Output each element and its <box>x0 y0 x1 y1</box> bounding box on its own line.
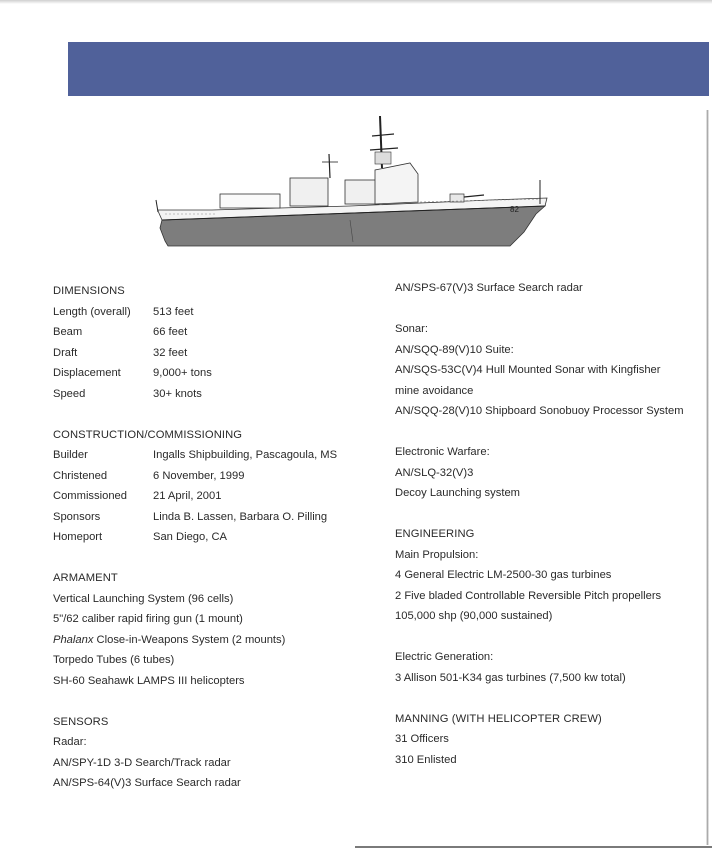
dimension-value: 32 feet <box>153 346 188 359</box>
header-banner <box>68 42 709 96</box>
dimensions-row <box>53 384 373 405</box>
sonar-item: AN/SQQ-28(V)10 Shipboard Sonobuoy Processor System <box>395 405 684 417</box>
radar-item: AN/SPS-64(V)3 Surface Search radar <box>53 777 241 789</box>
ship-hangar <box>220 194 280 208</box>
bottom-rule <box>355 846 712 848</box>
ship-aft-mast <box>329 154 330 178</box>
construction-label: Builder <box>53 449 88 461</box>
construction-value: San Diego, CA <box>153 531 228 543</box>
construction-label: Commissioned <box>53 490 127 502</box>
ship-bridge <box>375 163 418 204</box>
sonar-item: mine avoidance <box>395 384 474 397</box>
construction-value: 21 April, 2001 <box>153 490 222 502</box>
ew-item: AN/SLQ-32(V)3 <box>395 466 474 479</box>
right-column <box>395 278 705 770</box>
dimension-label: Draft <box>53 346 78 359</box>
construction-row <box>53 527 373 548</box>
armament-item: SH-60 Seahawk LAMPS III helicopters <box>53 674 245 687</box>
sensors-heading: SENSORS <box>53 715 109 728</box>
armament-item-phalanx <box>53 630 373 651</box>
dimension-value: 9,000+ tons <box>153 367 212 379</box>
construction-label: Homeport <box>53 531 103 543</box>
dimension-label: Speed <box>53 387 86 400</box>
dimensions-heading: DIMENSIONS <box>53 285 125 297</box>
propulsion-label: Main Propulsion: <box>395 548 479 561</box>
dimension-label: Beam <box>53 326 83 338</box>
construction-row <box>53 466 373 487</box>
dimensions-row <box>53 322 373 343</box>
manning-item: 31 Officers <box>395 733 449 745</box>
page-edge-shadow <box>706 110 709 845</box>
hull-number: 82 <box>510 205 519 214</box>
construction-row <box>53 445 373 466</box>
construction-row <box>53 507 373 528</box>
dimensions-row <box>53 363 373 384</box>
dimensions-row <box>53 343 373 364</box>
generation-label: Electric Generation: <box>395 651 494 663</box>
sonar-item: AN/SQQ-89(V)10 Suite: <box>395 343 514 356</box>
construction-heading: CONSTRUCTION/COMMISSIONING <box>53 428 243 441</box>
construction-label: Christened <box>53 469 108 482</box>
dimension-label: Displacement <box>53 367 121 379</box>
construction-value: 6 November, 1999 <box>153 469 245 482</box>
armament-item: 5"/62 caliber rapid firing gun (1 mount) <box>53 613 243 625</box>
manning-heading: MANNING (WITH HELICOPTER CREW) <box>395 712 602 725</box>
ship-forward-stack <box>345 180 379 204</box>
phalanx-label: Phalanx <box>53 633 94 646</box>
sonar-label: Sonar: <box>395 323 428 335</box>
propulsion-item: 2 Five bladed Controllable Reversible Pitch propellers <box>395 589 662 602</box>
engineering-heading: ENGINEERING <box>395 528 475 540</box>
armament-item: Vertical Launching System (96 cells) <box>53 592 234 605</box>
destroyer-illustration <box>150 108 550 253</box>
construction-row <box>53 486 373 507</box>
dimension-value: 513 feet <box>153 305 194 318</box>
left-column <box>53 281 373 794</box>
top-rule <box>0 0 712 4</box>
dimension-value: 30+ knots <box>153 387 202 400</box>
propulsion-item: 105,000 shp (90,000 sustained) <box>395 610 553 622</box>
construction-label: Sponsors <box>53 510 101 523</box>
ew-label: Electronic Warfare: <box>395 446 490 458</box>
ship-aft-stack <box>290 178 328 206</box>
radar-item: AN/SPS-67(V)3 Surface Search radar <box>395 282 583 294</box>
armament-item: Torpedo Tubes (6 tubes) <box>53 654 175 666</box>
armament-heading: ARMAMENT <box>53 572 118 584</box>
radar-label: Radar: <box>53 736 87 748</box>
sonar-item: AN/SQS-53C(V)4 Hull Mounted Sonar with Kingfisher <box>395 364 661 376</box>
construction-value: Linda B. Lassen, Barbara O. Pilling <box>153 510 328 523</box>
radar-item: AN/SPY-1D 3-D Search/Track radar <box>53 756 231 769</box>
ew-item: Decoy Launching system <box>395 487 520 499</box>
dimension-value: 66 feet <box>153 326 188 338</box>
propulsion-item: 4 General Electric LM-2500-30 gas turbines <box>395 569 612 581</box>
dimensions-row <box>53 302 373 323</box>
armament-item-text: Close-in-Weapons System (2 mounts) <box>96 633 286 646</box>
manning-item: 310 Enlisted <box>395 753 457 766</box>
dimension-label: Length (overall) <box>53 305 131 318</box>
generation-item: 3 Allison 501-K34 gas turbines (7,500 kw total) <box>395 671 626 684</box>
construction-value: Ingalls Shipbuilding, Pascagoula, MS <box>153 449 338 461</box>
